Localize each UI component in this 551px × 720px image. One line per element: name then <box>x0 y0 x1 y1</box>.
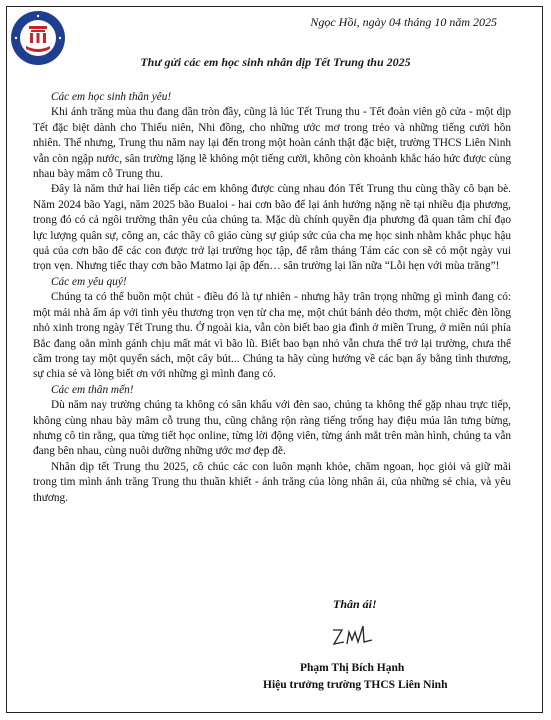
salutation: Các em thân mến! <box>51 383 134 396</box>
salutation: Các em yêu quý! <box>51 275 127 288</box>
paragraph: Chúng ta có thể buồn một chút - điều đó là tự nhiên - nhưng hãy trân trọng những gì mình đang có: một mái nhà ấm áp với tình yêu thương trọn vẹn từ cha mẹ, một chút bánh dẻo thơm, một chiếc đèn lồng nhỏ xinh trong ngày Tết Trung thu. Ở ngoài kia, vẫn còn biết bao gia đình ở miền Trung, ở miền núi phía Bắc đang oằn mình gánh chịu mất mát vì bão lũ. Biết bao bạn nhỏ vẫn chưa thể trở lại trường, chưa thể cầm trong tay một quyển sách, một cây bút... Chúng ta hãy cùng hướng về các bạn ấy bằng tình thương, sự chia sẻ và lòng biết ơn với những gì mình đang có. <box>33 291 511 381</box>
closing: Thân ái! <box>333 597 377 611</box>
paragraph: Nhân dịp tết Trung thu 2025, cô chúc các con luôn mạnh khỏe, chăm ngoan, học giỏi và giữ mãi trong tim mình ánh trăng Trung thu thuần khiết - ánh trăng của lòng nhân ái, của những sẻ chia, và yêu thương. <box>33 460 511 504</box>
signer-title: Hiệu trưởng trường THCS Liên Ninh <box>263 679 448 691</box>
handwritten-signature <box>330 620 380 650</box>
paragraph: Khi ánh trăng mùa thu đang dần tròn đầy, cũng là lúc Tết Trung thu - Tết đoàn viên gõ cửa - một dịp Tết đặc biệt dành cho Thiếu niên, Nhi đồng, cho những ước mơ trong trẻo và những tiếng cười hồn nhiên. Thế nhưng, Trung thu năm nay lại đến trong một hoàn cảnh thật đặc biệt, trường THCS Liên Ninh vẫn còn ngập nước, sân trường lặng lẽ không một tiếng cười, không còn khoảnh khắc háo hức được cùng nhau bày mâm cỗ Trung thu. <box>33 106 511 181</box>
signer-name: Phạm Thị Bích Hạnh <box>300 662 405 674</box>
salutation: Các em học sinh thân yêu! <box>51 91 172 103</box>
paragraph: Đây là năm thứ hai liên tiếp các em không được cùng nhau đón Tết Trung thu cùng thầy cô bạn bè. Năm 2024 bão Yagi, năm 2025 bão Bualoi - hai cơn bão để lại ảnh hưởng nặng nề tại nhiều địa phương, trong đó có cả ngôi trường thân yêu của chúng ta. Mặc dù chính quyền địa phương đã quan tâm chỉ đạo lực lượng quân sự, công an, các thầy cô giáo cùng sự giúp sức của cha mẹ học sinh nhằm khắc phục hậu quả của cơn bão để các con được trở lại trường học tập, để rằm tháng Tám các con sẽ có một ngày vui trọn vẹn. Nhưng tiếc thay cơn bão Matmo lại ập đến… sân trường lại lần nữa “Lỗi hẹn với mùa trăng”! <box>33 183 511 273</box>
letter-title: Thư gửi các em học sinh nhân dịp Tết Trung thu 2025 <box>140 55 411 69</box>
paragraph: Dù năm nay trường chúng ta không có sân khấu với đèn sao, chúng ta không thể gặp nhau trực tiếp, không cùng nhau bày mâm cỗ trung thu, cũng chẳng rộn ràng tiếng trống hay điệu múa lân tưng bừng, nhưng cô tin rằng, qua từng tiết học online, từng lời động viên, từng ánh mắt trên màn hình, chúng ta vẫn đang bên nhau, cùng nuôi dưỡng những ước mơ đẹp đẽ. <box>33 399 511 458</box>
letter-body <box>33 90 511 506</box>
letter-date: Ngọc Hồi, ngày 04 tháng 10 năm 2025 <box>310 15 497 29</box>
